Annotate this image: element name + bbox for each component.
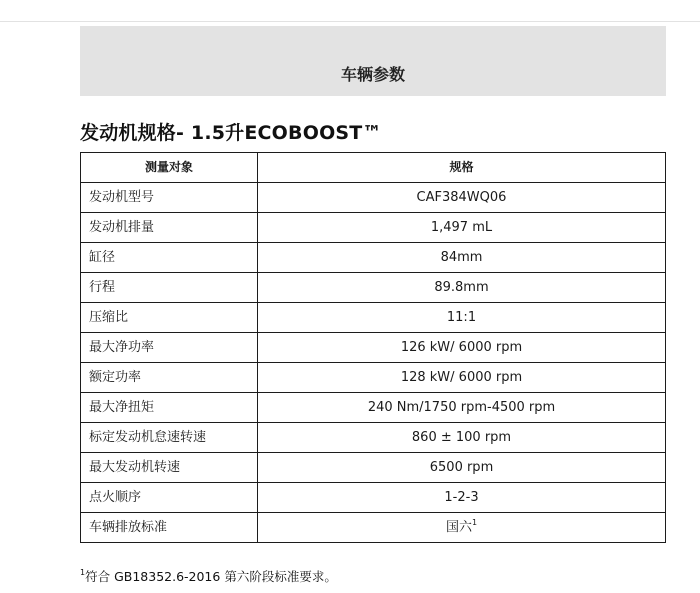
table-row xyxy=(81,453,666,483)
row-label: 点火顺序 xyxy=(81,483,258,513)
header-band xyxy=(80,26,666,96)
column-header-spec: 规格 xyxy=(258,153,666,183)
row-label: 额定功率 xyxy=(81,363,258,393)
table-row xyxy=(81,393,666,423)
row-value: 6500 rpm xyxy=(258,453,666,483)
row-label: 发动机排量 xyxy=(81,213,258,243)
row-value: 128 kW/ 6000 rpm xyxy=(258,363,666,393)
row-value: 860 ± 100 rpm xyxy=(258,423,666,453)
footnote xyxy=(80,567,337,585)
row-value: CAF384WQ06 xyxy=(258,183,666,213)
table-row xyxy=(81,273,666,303)
row-value: 1,497 mL xyxy=(258,213,666,243)
footnote-number: 1 xyxy=(80,568,86,577)
table-row xyxy=(81,243,666,273)
emission-standard-value: 国六 xyxy=(445,520,472,535)
section-title: 发动机规格- 1.5升ECOBOOST™ xyxy=(80,122,382,144)
row-value: 240 Nm/1750 rpm-4500 rpm xyxy=(258,393,666,423)
row-label: 发动机型号 xyxy=(81,183,258,213)
table-row xyxy=(81,333,666,363)
row-label: 最大发动机转速 xyxy=(81,453,258,483)
table-row xyxy=(81,513,666,543)
row-label: 最大净扭矩 xyxy=(81,393,258,423)
row-label: 缸径 xyxy=(81,243,258,273)
row-label: 车辆排放标准 xyxy=(81,513,258,543)
table-row xyxy=(81,303,666,333)
page-title: 车辆参数 xyxy=(340,65,405,84)
footnote-text: 符合 GB18352.6-2016 第六阶段标准要求。 xyxy=(85,569,337,584)
footnote-marker: 1 xyxy=(471,518,478,527)
spec-table xyxy=(80,152,666,543)
row-value: 126 kW/ 6000 rpm xyxy=(258,333,666,363)
table-row xyxy=(81,363,666,393)
row-value: 1-2-3 xyxy=(258,483,666,513)
row-label: 标定发动机怠速转速 xyxy=(81,423,258,453)
table-row xyxy=(81,183,666,213)
row-value: 11:1 xyxy=(258,303,666,333)
row-label: 行程 xyxy=(81,273,258,303)
table-row xyxy=(81,213,666,243)
column-header-item: 测量对象 xyxy=(81,153,258,183)
row-label: 压缩比 xyxy=(81,303,258,333)
table-row xyxy=(81,423,666,453)
row-value: 89.8mm xyxy=(258,273,666,303)
table-row xyxy=(81,483,666,513)
row-value xyxy=(258,513,666,543)
row-label: 最大净功率 xyxy=(81,333,258,363)
table-header-row xyxy=(81,153,666,183)
row-value: 84mm xyxy=(258,243,666,273)
top-rule xyxy=(0,0,700,22)
